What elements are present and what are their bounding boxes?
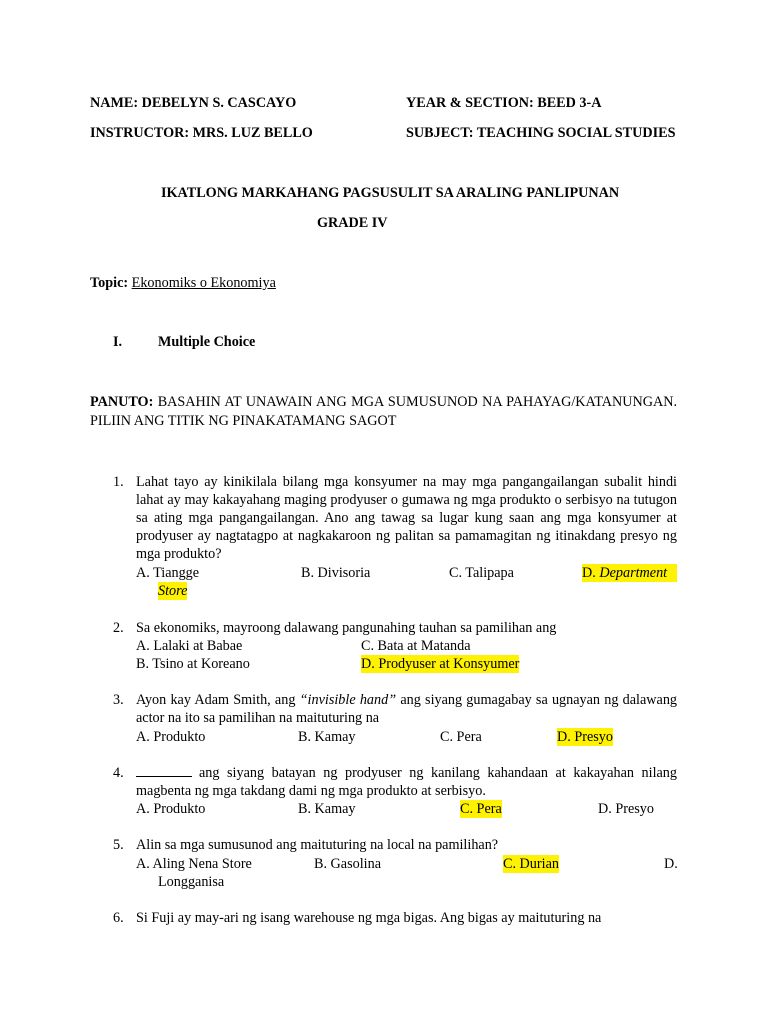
question-1-choice-c: C. Talipapa bbox=[449, 565, 514, 581]
question-5-choice-a: A. Aling Nena Store bbox=[136, 856, 252, 872]
question-1-choice-a: A. Tiangge bbox=[136, 565, 200, 581]
question-4-choice-a: A. Produkto bbox=[136, 801, 206, 817]
question-5-text: Alin sa mga sumusunod ang maituturing na local na pamilihan? bbox=[136, 837, 499, 853]
question-3-text-italic: “invisible hand” bbox=[299, 692, 397, 708]
panuto-label: PANUTO: bbox=[90, 394, 154, 410]
question-3-choice-a: A. Produkto bbox=[136, 729, 206, 745]
question-3-text-before: Ayon kay Adam Smith, ang bbox=[136, 692, 296, 708]
question-2-choice-c: C. Bata at Matanda bbox=[361, 638, 471, 654]
subject: SUBJECT: TEACHING SOCIAL STUDIES bbox=[406, 125, 676, 141]
question-2-choice-a: A. Lalaki at Babae bbox=[136, 638, 243, 654]
year-section: YEAR & SECTION: BEED 3-A bbox=[406, 95, 602, 111]
question-2-choice-d: D. Prodyuser at Konsyumer bbox=[361, 656, 520, 672]
question-3-text bbox=[136, 691, 677, 727]
question-5-choice-b: B. Gasolina bbox=[314, 856, 381, 872]
question-1-choice-d-text: Department bbox=[599, 565, 668, 581]
question-3-choice-c: C. Pera bbox=[440, 729, 482, 745]
question-2-choice-b: B. Tsino at Koreano bbox=[136, 656, 250, 672]
question-1-choice-d-letter: D. bbox=[582, 565, 596, 581]
student-name: NAME: DEBELYN S. CASCAYO bbox=[90, 95, 297, 111]
panuto-text-1: BASAHIN AT UNAWAIN ANG MGA SUMUSUNOD NA PAHAYAG/KATANUNGAN. bbox=[157, 394, 678, 410]
question-3-text-after: ang siyang gumagabay sa ugnayan ng dalawang actor na ito sa pamilihan na maituturing na bbox=[136, 692, 678, 726]
question-5-choice-c: C. Durian bbox=[503, 856, 559, 872]
question-4-number: 4. bbox=[113, 765, 124, 781]
question-1-choice-d bbox=[582, 564, 677, 582]
question-4-choice-c: C. Pera bbox=[460, 801, 502, 817]
question-5-choice-d: D. bbox=[664, 856, 678, 872]
question-3-choice-b: B. Kamay bbox=[298, 729, 356, 745]
grade-level: GRADE IV bbox=[317, 215, 388, 231]
exam-title: IKATLONG MARKAHANG PAGSUSULIT SA ARALING PANLIPUNAN bbox=[161, 185, 620, 201]
question-1-text: Lahat tayo ay kinikilala bilang mga konsyumer na may mga pangangailangan subalit hindi lahat ay may kakayahang maging prodyuser o gumawa ng mga produkto o serbisyo na tutugon sa ating mga pangangailangan. Ano ang tawag sa lugar kung saan ang mga konsyumer at prodyuser ay nagtatagpo at nagkakaroon ng palitan sa pamamagitan ng itinakdang presyo ng mga produkto? bbox=[136, 474, 677, 562]
question-1-number: 1. bbox=[113, 474, 124, 490]
topic-value: Ekonomiks o Ekonomiya bbox=[131, 275, 276, 291]
question-1-choice-b: B. Divisoria bbox=[301, 565, 371, 581]
question-5-number: 5. bbox=[113, 837, 124, 853]
question-6-text: Si Fuji ay may-ari ng isang warehouse ng mga bigas. Ang bigas ay maituturing na bbox=[136, 910, 602, 926]
question-6-number: 6. bbox=[113, 910, 124, 926]
question-4-text: ang siyang batayan ng prodyuser ng kanilang kahandaan at kakayahan nilang magbenta ng mga takdang dami ng mga produkto at serbisyo. bbox=[136, 765, 677, 799]
instructor: INSTRUCTOR: MRS. LUZ BELLO bbox=[90, 125, 313, 141]
topic-line bbox=[90, 274, 276, 292]
question-4-choice-b: B. Kamay bbox=[298, 801, 356, 817]
section-title: Multiple Choice bbox=[158, 334, 256, 350]
question-4-choice-d: D. Presyo bbox=[598, 801, 654, 817]
question-1-choice-d-continued-text: Store bbox=[158, 583, 188, 599]
section-number: I. bbox=[113, 334, 123, 350]
question-2-text: Sa ekonomiks, mayroong dalawang pangunahing tauhan sa pamilihan ang bbox=[136, 620, 557, 636]
question-1-choice-d-continued bbox=[158, 582, 187, 600]
panuto-text-2: PILIIN ANG TITIK NG PINAKATAMANG SAGOT bbox=[90, 413, 397, 429]
question-3-choice-d: D. Presyo bbox=[557, 729, 613, 745]
question-3-number: 3. bbox=[113, 692, 124, 708]
panuto-line-1 bbox=[90, 393, 677, 411]
question-2-number: 2. bbox=[113, 620, 124, 636]
question-5-choice-d-continued: Longganisa bbox=[158, 874, 225, 890]
topic-label: Topic: bbox=[90, 275, 129, 291]
